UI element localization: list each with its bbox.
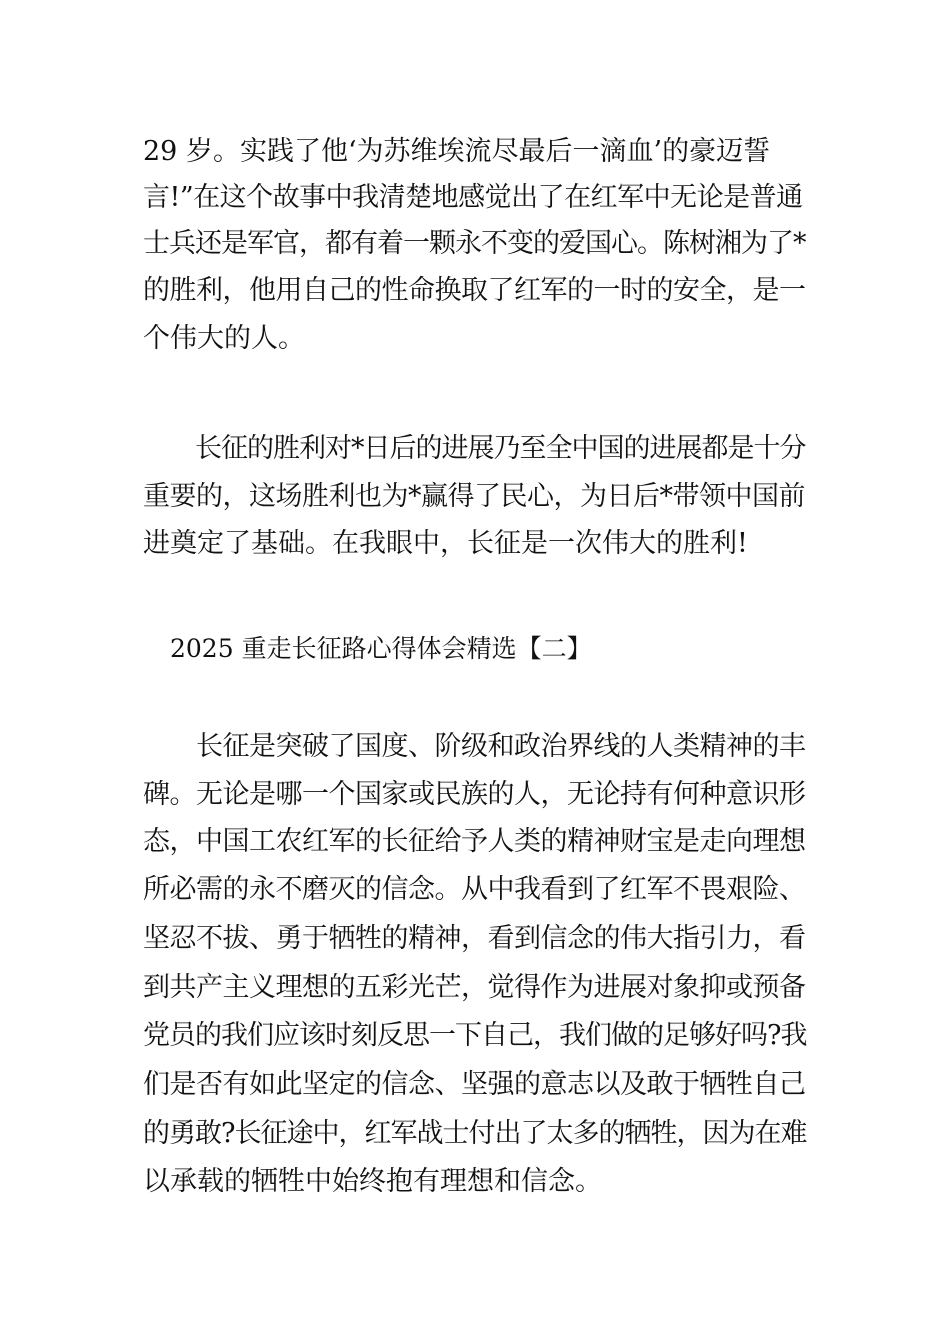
paragraph-1-line: 士兵还是军官，都有着一颗永不变的爱国心。陈树湘为了* [143, 228, 806, 259]
paragraph-2-line: 进奠定了基础。在我眼中，长征是一次伟大的胜利! [143, 528, 748, 559]
paragraph-1-line: 29 岁。实践了他‘为苏维埃流尽最后一滴血’的豪迈誓 [143, 136, 771, 167]
paragraph-3-line: 碑。无论是哪一个国家或民族的人，无论持有何种意识形 [143, 779, 806, 810]
paragraph-1-line: 言!”在这个故事中我清楚地感觉出了在红军中无论是普通 [143, 182, 803, 213]
paragraph-3-line: 长征是突破了国度、阶级和政治界线的人类精神的丰 [143, 731, 806, 762]
paragraph-3-line: 以承载的牺牲中始终抱有理想和信念。 [143, 1166, 602, 1197]
paragraph-1-line: 个伟大的人。 [143, 323, 305, 354]
section-heading: 2025 重走长征路心得体会精选【二】 [170, 634, 592, 663]
paragraph-3-line: 的勇敢?长征途中，红军战士付出了太多的牺牲，因为在难 [143, 1118, 807, 1149]
paragraph-2-line: 长征的胜利对*日后的进展乃至全中国的进展都是十分 [143, 433, 806, 464]
paragraph-3-line: 们是否有如此坚定的信念、坚强的意志以及敢于牺牲自己 [143, 1069, 806, 1100]
paragraph-3-line: 态，中国工农红军的长征给予人类的精神财宝是走向理想 [143, 826, 806, 857]
paragraph-3-line: 坚忍不拔、勇于牺牲的精神，看到信念的伟大指引力，看 [143, 923, 806, 954]
paragraph-3-line: 到共产主义理想的五彩光芒，觉得作为进展对象抑或预备 [143, 972, 806, 1003]
paragraph-3-line: 所必需的永不磨灭的信念。从中我看到了红军不畏艰险、 [143, 874, 806, 905]
paragraph-2-line: 重要的，这场胜利也为*赢得了民心，为日后*带领中国前 [143, 481, 805, 512]
paragraph-3-line: 党员的我们应该时刻反思一下自己，我们做的足够好吗?我 [143, 1020, 807, 1051]
paragraph-1-line: 的胜利，他用自己的性命换取了红军的一时的安全，是一 [143, 275, 806, 306]
